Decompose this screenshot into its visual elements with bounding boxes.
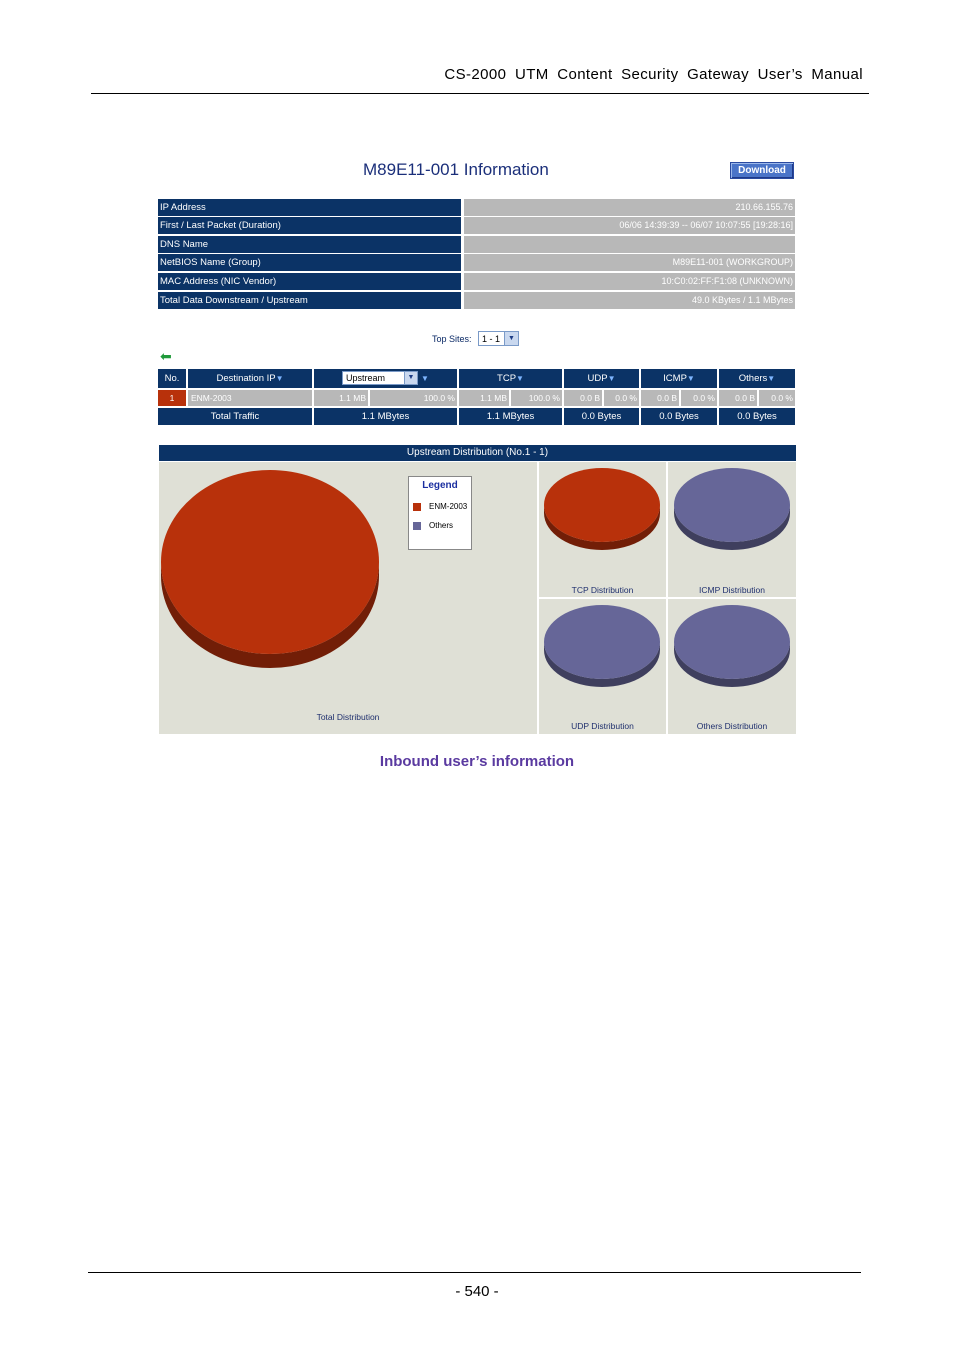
- pie-slice-top: [544, 468, 660, 542]
- col-header-others[interactable]: [719, 369, 795, 388]
- pie-slice-top: [544, 605, 660, 679]
- pie-caption-tcp: TCP Distribution: [571, 585, 634, 595]
- row-icmp-value: 0.0 B: [641, 390, 679, 406]
- row-no: 1: [158, 390, 186, 406]
- col-header-tcp[interactable]: [459, 369, 562, 388]
- col-header-no: No.: [158, 369, 186, 388]
- direction-select-value: Upstream: [346, 373, 386, 383]
- row-destination[interactable]: ENM-2003: [188, 390, 312, 406]
- chart-panel-icmp: [668, 462, 796, 597]
- info-row-total-data: [158, 292, 795, 309]
- direction-select[interactable]: [342, 371, 418, 385]
- info-value: [464, 236, 795, 253]
- sort-down-icon[interactable]: ▼: [516, 374, 524, 383]
- info-value: 10:C0:02:FF:F1:08 (UNKNOWN): [464, 273, 795, 290]
- back-arrow-icon[interactable]: ⬅: [160, 348, 172, 364]
- info-value: 06/06 14:39:39 -- 06/07 10:07:55 [19:28:16]: [464, 217, 795, 234]
- chart-panel-total: [159, 462, 537, 734]
- sort-down-icon[interactable]: ▼: [607, 374, 616, 383]
- row-tcp-percent: 100.0 %: [511, 390, 562, 406]
- info-row-ip: [158, 199, 795, 216]
- info-value: 49.0 KBytes / 1.1 MBytes: [464, 292, 795, 309]
- chart-panel-udp: [539, 599, 666, 734]
- chevron-down-icon[interactable]: ▼: [404, 372, 417, 384]
- chart-title: Upstream Distribution (No.1 - 1): [159, 445, 796, 461]
- total-udp: 0.0 Bytes: [564, 408, 639, 425]
- sort-down-icon[interactable]: ▼: [686, 374, 695, 383]
- pie-slice-enm-2003: [161, 470, 379, 668]
- pie-tcp-svg: [539, 462, 666, 597]
- top-sites-select[interactable]: [478, 331, 519, 346]
- pie-slice-others: [674, 605, 790, 687]
- pie-slice-enm-2003: [544, 468, 660, 550]
- figure-caption: Inbound user’s information: [379, 753, 575, 770]
- legend-label: Others: [429, 521, 454, 530]
- total-direction: 1.1 MBytes: [314, 408, 457, 425]
- info-label: IP Address: [158, 199, 461, 216]
- info-value: M89E11-001 (WORKGROUP): [464, 254, 795, 271]
- top-sites-label: Top Sites:: [432, 334, 472, 344]
- col-header-icmp-label: ICMP: [663, 373, 687, 384]
- pie-slice-others: [674, 468, 790, 550]
- pie-slice-top: [674, 468, 790, 542]
- info-value: 210.66.155.76: [464, 199, 795, 216]
- info-label: MAC Address (NIC Vendor): [158, 273, 461, 290]
- info-label: NetBIOS Name (Group): [158, 254, 461, 271]
- pie-caption-icmp: ICMP Distribution: [699, 585, 765, 595]
- row-direction-percent: 100.0 %: [370, 390, 457, 406]
- row-others-value: 0.0 B: [719, 390, 757, 406]
- col-header-tcp-label: TCP: [497, 373, 517, 384]
- sort-down-icon[interactable]: ▼: [421, 374, 429, 383]
- col-header-destination[interactable]: [188, 369, 312, 388]
- pie-slice-top: [161, 470, 379, 654]
- footer-rule: [88, 1272, 861, 1273]
- page-title: M89E11-001 Information: [363, 160, 549, 179]
- total-tcp: 1.1 MBytes: [459, 408, 562, 425]
- col-header-others-label: Others: [738, 373, 768, 384]
- pie-slice-others: [544, 605, 660, 687]
- info-label: First / Last Packet (Duration): [158, 217, 461, 234]
- chart-panel-others: [668, 599, 796, 734]
- total-icmp: 0.0 Bytes: [641, 408, 717, 425]
- col-header-direction: [314, 369, 457, 388]
- legend-swatch: [413, 503, 421, 511]
- info-row-packets: [158, 217, 795, 234]
- legend-label: ENM-2003: [429, 502, 468, 511]
- top-sites-value: 1 - 1: [482, 334, 501, 344]
- pie-caption-udp: UDP Distribution: [571, 721, 634, 731]
- legend-swatch: [413, 522, 421, 530]
- info-row-netbios: [158, 254, 795, 271]
- info-row-dns: [158, 236, 795, 253]
- pie-slice-top: [674, 605, 790, 679]
- pie-others-svg: [668, 599, 796, 734]
- total-others: 0.0 Bytes: [719, 408, 795, 425]
- page-number: - 540 -: [455, 1283, 499, 1300]
- row-others-percent: 0.0 %: [759, 390, 795, 406]
- info-row-mac: [158, 273, 795, 290]
- row-direction-value: 1.1 MB: [314, 390, 368, 406]
- download-button[interactable]: Download: [730, 162, 794, 179]
- legend-item-others: [413, 521, 453, 530]
- pie-caption-total: Total Distribution: [316, 712, 380, 722]
- pie-total-svg: [159, 462, 537, 734]
- chevron-down-icon[interactable]: ▼: [504, 332, 518, 345]
- row-icmp-percent: 0.0 %: [681, 390, 717, 406]
- pie-udp-svg: [539, 599, 666, 734]
- row-udp-value: 0.0 B: [564, 390, 602, 406]
- info-label: DNS Name: [158, 236, 461, 253]
- pie-caption-others: Others Distribution: [696, 721, 768, 731]
- col-header-icmp[interactable]: [641, 369, 717, 388]
- chart-legend: [408, 476, 472, 550]
- header-rule: [91, 93, 869, 94]
- sort-down-icon[interactable]: ▼: [767, 374, 776, 383]
- sort-down-icon[interactable]: ▼: [275, 374, 284, 383]
- col-header-udp[interactable]: [564, 369, 639, 388]
- col-header-destination-label: Destination IP: [216, 373, 276, 384]
- legend-item-enm: [413, 502, 467, 511]
- chart-panel-tcp: [539, 462, 666, 597]
- legend-title: Legend: [422, 480, 458, 491]
- info-label: Total Data Downstream / Upstream: [158, 292, 461, 309]
- pie-icmp-svg: [668, 462, 796, 597]
- manual-header-title: CS-2000 UTM Content Security Gateway User’s Manual: [444, 66, 863, 83]
- col-header-udp-label: UDP: [587, 373, 608, 384]
- row-udp-percent: 0.0 %: [604, 390, 639, 406]
- row-tcp-value: 1.1 MB: [459, 390, 509, 406]
- total-label: Total Traffic: [158, 408, 312, 425]
